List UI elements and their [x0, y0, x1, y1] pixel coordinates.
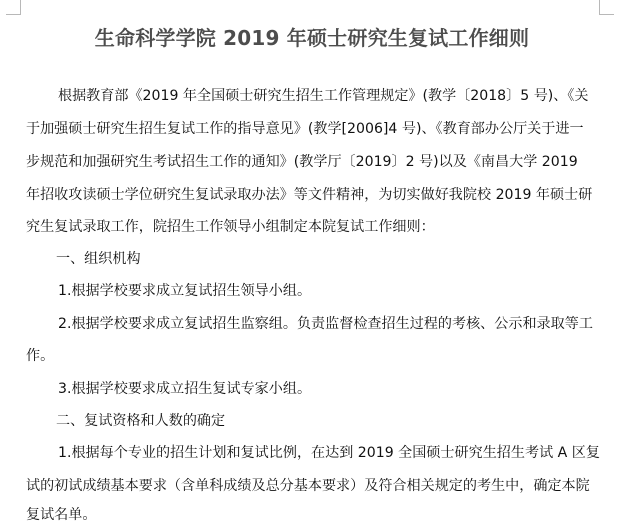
page-corner-mark-left	[6, 0, 21, 15]
eligibility-item-1-line-2: 试的初试成绩基本要求（含单科成绩及总分基本要求）及符合相关规定的考生中，确定本院	[26, 478, 590, 494]
intro-paragraph-line-5: 究生复试录取工作，院招生工作领导小组制定本院复试工作细则：	[26, 219, 435, 235]
item-3-expert-group: 3.根据学校要求成立招生复试专家小组。	[58, 381, 312, 397]
item-2-supervision-group-line-2: 作。	[26, 348, 55, 364]
eligibility-item-1-line-1: 1.根据每个专业的招生计划和复试比例，在达到 2019 全国硕士研究生招生考试 A 区复	[58, 445, 600, 461]
item-1-leadership-group: 1.根据学校要求成立复试招生领导小组。	[58, 283, 312, 299]
intro-paragraph-line-2: 于加强硕士研究生招生复试工作的指导意见》(教学[2006]4 号)、《教育部办公厅关于进一	[26, 121, 584, 137]
intro-paragraph-line-3: 步规范和加强研究生考试招生工作的通知》(教学厅〔2019〕2 号)以及《南昌大学 2019	[26, 154, 578, 170]
section-heading-eligibility: 二、复试资格和人数的确定	[56, 413, 226, 429]
intro-paragraph-line-1: 根据教育部《2019 年全国硕士研究生招生工作管理规定》(教学〔2018〕5 号)、《关	[58, 88, 589, 104]
intro-paragraph-line-4: 年招收攻读硕士学位研究生复试录取办法》等文件精神，为切实做好我院校 2019 年硕士研	[26, 187, 593, 203]
eligibility-item-1-line-3: 复试名单。	[26, 507, 97, 523]
item-2-supervision-group-line-1: 2.根据学校要求成立复试招生监察组。负责监督检查招生过程的考核、公示和录取等工	[58, 316, 593, 332]
section-heading-organization: 一、组织机构	[56, 251, 141, 267]
page-corner-mark-right	[599, 0, 614, 15]
document-title: 生命科学学院 2019 年硕士研究生复试工作细则	[94, 26, 530, 50]
